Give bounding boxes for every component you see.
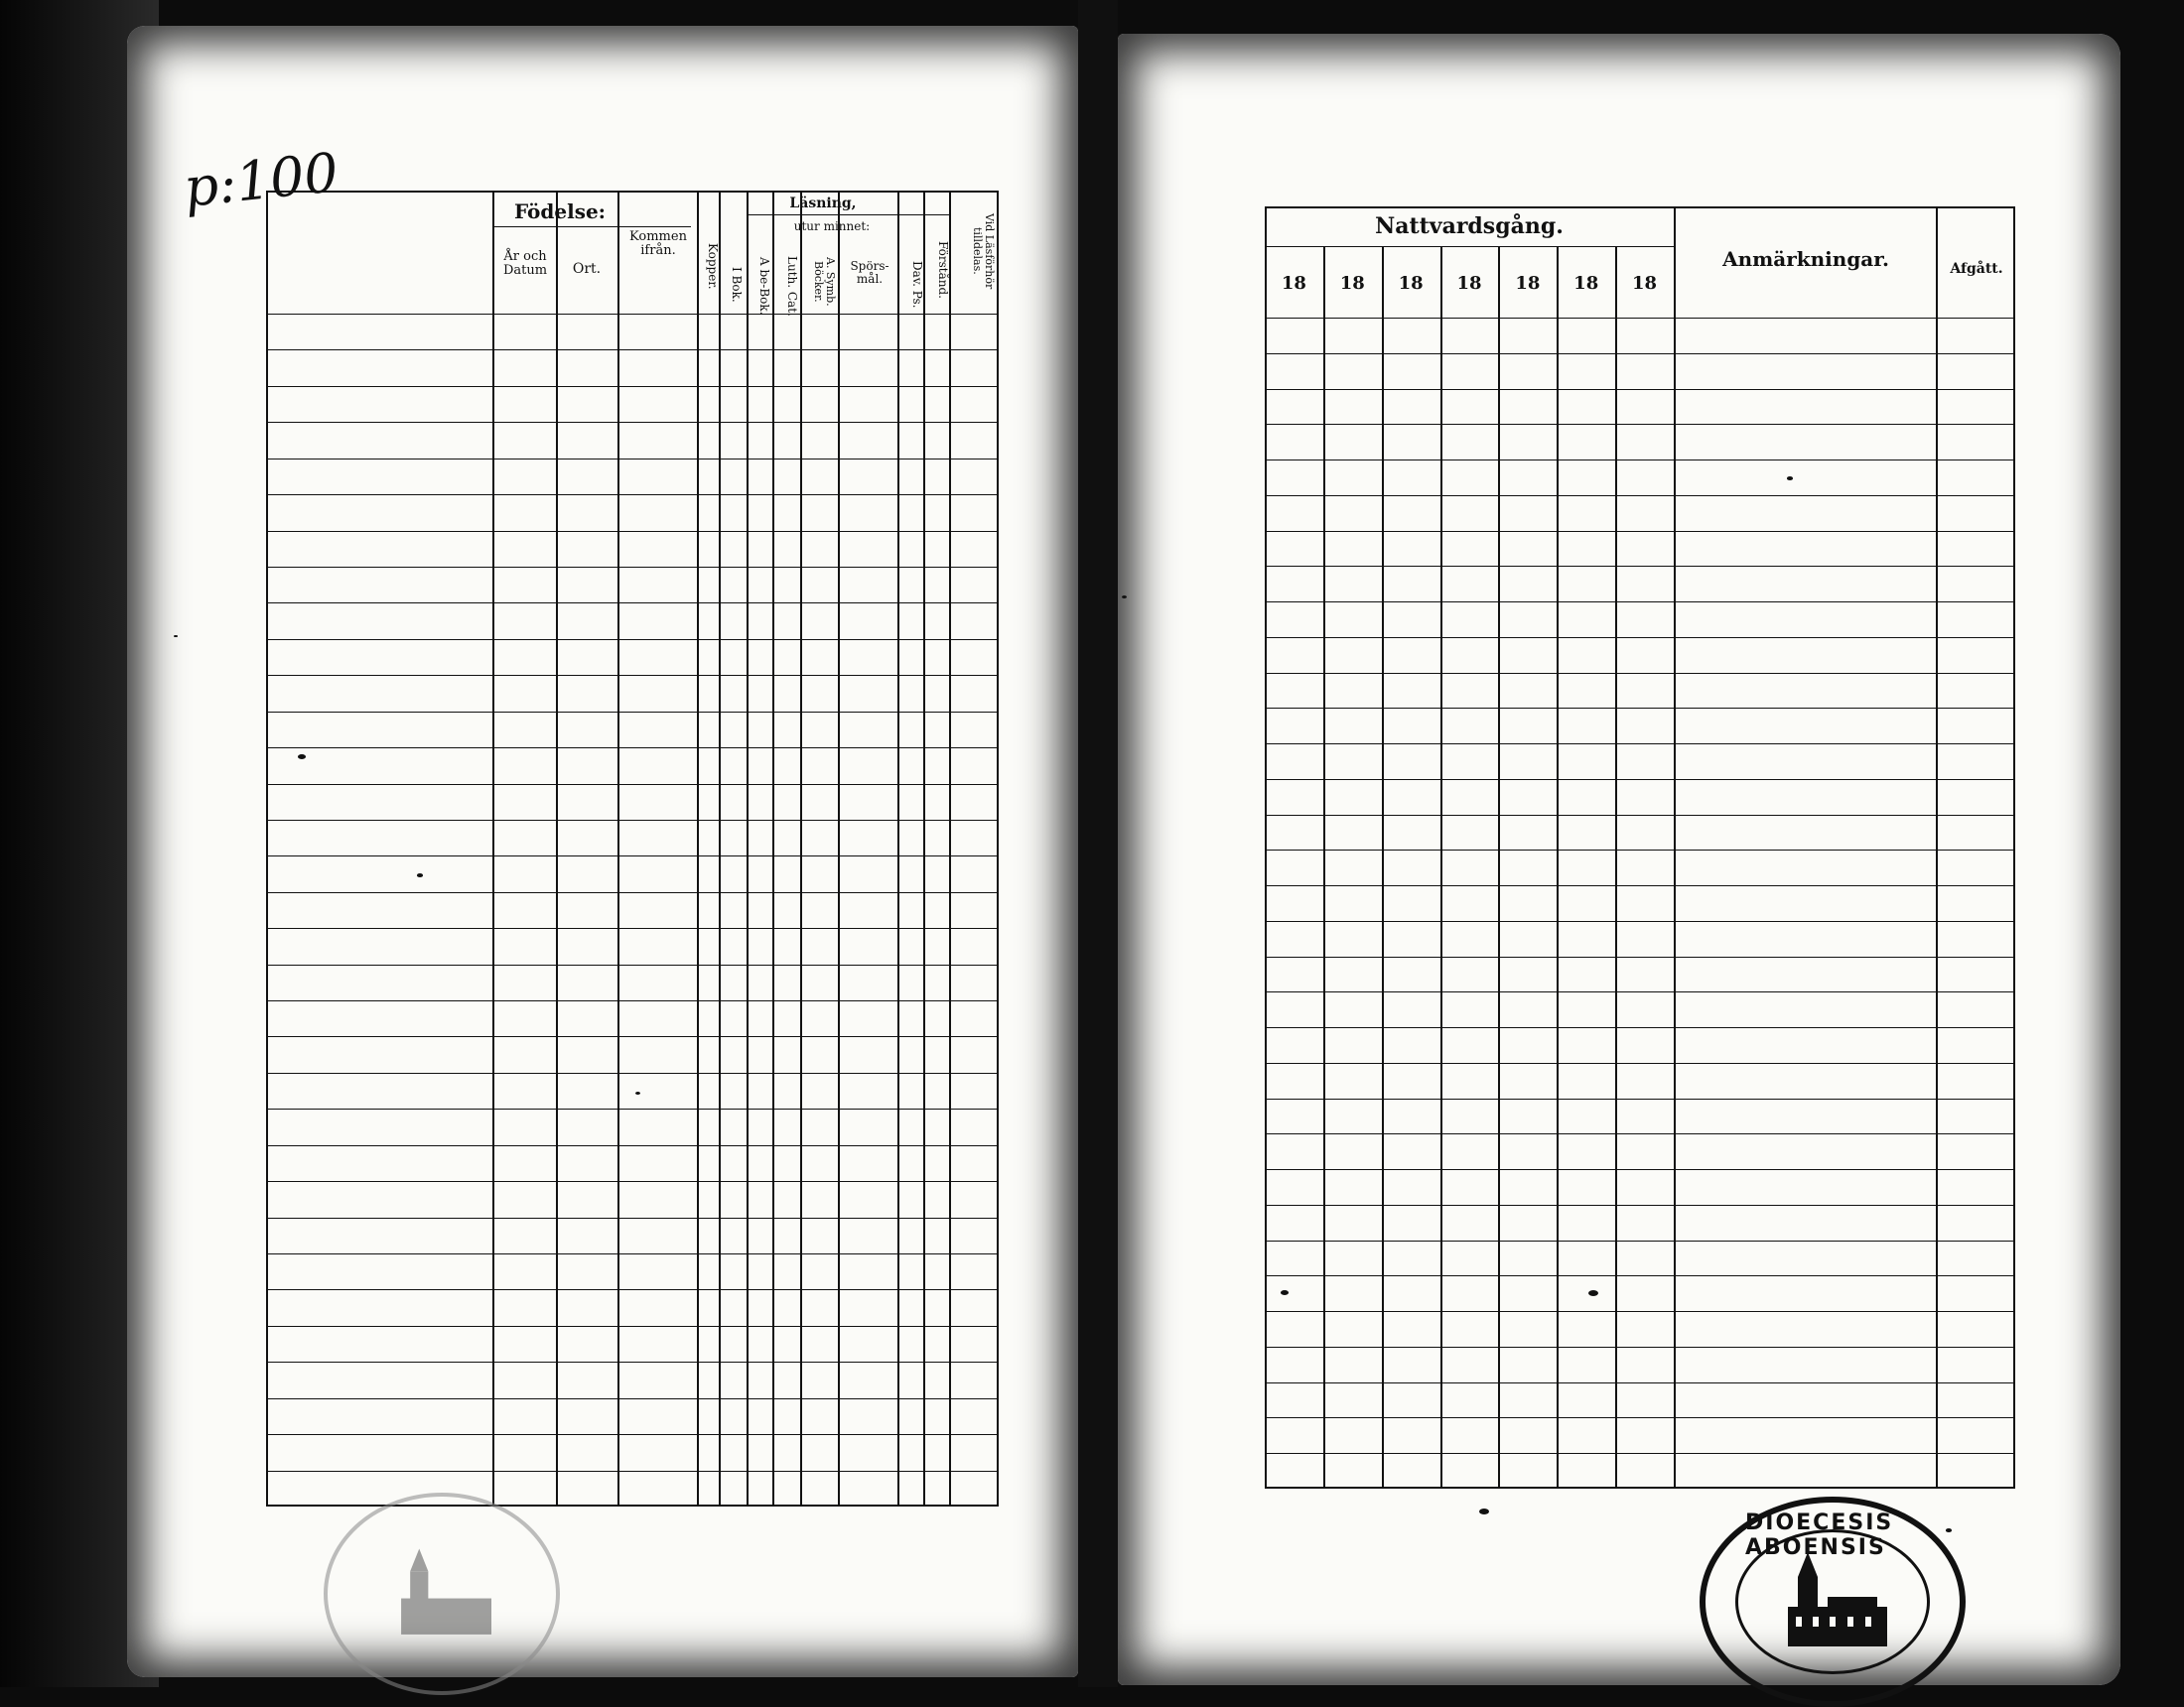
faded-stamp-left (324, 1493, 560, 1695)
right-row-line (1265, 991, 2015, 992)
header-ar-och-datum: År och Datum (502, 249, 548, 279)
left-row-line (266, 422, 999, 423)
left-row-line (266, 1218, 999, 1219)
right-row-line (1265, 1417, 2015, 1418)
right-row-line (1265, 1205, 2015, 1206)
right-row-line (1265, 566, 2015, 567)
left-row-line (266, 784, 999, 785)
scan-speck (417, 873, 423, 877)
left-row-line (266, 386, 999, 387)
right-row-line (1265, 495, 2015, 496)
right-row-line (1265, 1027, 2015, 1028)
handwritten-page-number: p:100 (181, 141, 341, 219)
left-row-line (266, 712, 999, 713)
right-row-line (1265, 531, 2015, 532)
left-column-divider (556, 191, 558, 1507)
left-row-line (266, 1036, 999, 1037)
left-row-line (266, 1326, 999, 1327)
right-column-divider (1936, 206, 1938, 1489)
right-row-line (1265, 708, 2015, 709)
left-column-divider (492, 191, 494, 1507)
left-row-line (266, 602, 999, 603)
stamp-text: DIOECESIS ABOENSIS (1745, 1510, 1894, 1560)
right-row-line (1265, 1311, 2015, 1312)
right-column-divider (1382, 246, 1384, 1489)
left-row-line (266, 928, 999, 929)
left-column-divider (923, 191, 925, 1507)
left-row-line (266, 531, 999, 532)
left-column-divider (838, 191, 840, 1507)
header-anmarkningar: Anmärkningar. (1722, 247, 1889, 271)
header-ort: Ort. (572, 261, 602, 277)
year-header-cell: 18 (1281, 273, 1306, 294)
right-row-line (1265, 1382, 2015, 1383)
right-row-line (1265, 1453, 2015, 1454)
left-row-line (266, 567, 999, 568)
left-row-line (266, 1362, 999, 1363)
left-column-divider (697, 191, 699, 1507)
right-column-divider (1615, 246, 1617, 1489)
left-row-line (266, 349, 999, 350)
left-row-line (266, 1398, 999, 1399)
header-symb-bocker: A. Symb. Böcker. (811, 257, 837, 307)
left-row-line (266, 1253, 999, 1254)
right-row-line (1265, 1133, 2015, 1134)
header-kopper: Kopper. (706, 242, 720, 290)
left-row-line (266, 1073, 999, 1074)
header-utur-minnet: utur minnet: (793, 219, 871, 233)
header-sporsmal: Spörs- mål. (850, 259, 889, 287)
book-gutter (1078, 0, 1118, 1687)
year-header-cell: 18 (1398, 273, 1424, 294)
left-row-line (266, 494, 999, 495)
right-row-line (1265, 424, 2015, 425)
left-row-line (266, 820, 999, 821)
scan-speck (1479, 1509, 1489, 1514)
left-row-line (266, 675, 999, 676)
header-subline (747, 214, 949, 215)
left-row-line (266, 855, 999, 856)
right-row-line (1265, 1347, 2015, 1348)
left-row-line (266, 892, 999, 893)
right-row-line (1265, 885, 2015, 886)
left-column-divider (800, 191, 802, 1507)
right-row-line (1265, 921, 2015, 922)
header-fodelse: Födelse: (513, 199, 607, 223)
header-nattvardsgang: Nattvardsgång. (1375, 213, 1564, 239)
right-row-line (1265, 815, 2015, 816)
left-row-line (266, 459, 999, 460)
left-column-divider (719, 191, 721, 1507)
scan-speck (1787, 476, 1793, 480)
left-row-line (266, 1109, 999, 1110)
right-row-line (1265, 779, 2015, 780)
left-column-divider (747, 191, 749, 1507)
right-row-line (1265, 1241, 2015, 1242)
right-row-line (1265, 1275, 2015, 1276)
faded-cathedral-icon (382, 1544, 501, 1643)
scan-speck (1122, 595, 1127, 598)
right-row-line (1265, 957, 2015, 958)
header-afgatt: Afgått. (1950, 261, 2003, 277)
header-subline (1265, 246, 1674, 247)
scan-speck (635, 1092, 640, 1095)
right-row-line (1265, 1063, 2015, 1064)
right-row-line (1265, 353, 2015, 354)
left-column-divider (617, 191, 619, 1507)
left-row-line (266, 1289, 999, 1290)
header-i-bok: I Bok. (730, 267, 744, 303)
right-row-line (1265, 673, 2015, 674)
right-column-divider (1557, 246, 1559, 1489)
left-row-line (266, 1145, 999, 1146)
year-header-cell: 18 (1515, 273, 1541, 294)
header-luth-cat: Luth. Cat. (785, 255, 799, 317)
year-header-cell: 18 (1339, 273, 1365, 294)
right-row-line (1265, 1099, 2015, 1100)
year-header-cell: 18 (1573, 273, 1599, 294)
right-column-divider (1674, 206, 1676, 1489)
left-register-table (266, 191, 999, 1507)
header-dav-ps: Dav. Ps. (910, 261, 924, 309)
scan-speck (1281, 1290, 1289, 1295)
header-kommen-ifran: Kommen ifrån. (629, 229, 687, 259)
header-forstand: Förstånd. (936, 241, 950, 299)
right-row-line (1265, 601, 2015, 602)
right-row-line (1265, 743, 2015, 744)
left-row-line (266, 639, 999, 640)
scan-speck (1588, 1290, 1598, 1296)
scan-speck (1946, 1528, 1952, 1532)
header-laesning: Läsning, (789, 196, 857, 211)
left-row-line (266, 1434, 999, 1435)
left-row-line (266, 1471, 999, 1472)
left-row-line (266, 747, 999, 748)
left-row-line (266, 314, 999, 315)
right-row-line (1265, 1169, 2015, 1170)
right-row-line (1265, 389, 2015, 390)
left-row-line (266, 1181, 999, 1182)
header-abc-bok: A be-Bok. (757, 256, 771, 316)
year-header-cell: 18 (1456, 273, 1482, 294)
right-column-divider (1498, 246, 1500, 1489)
right-register-table (1265, 206, 2015, 1489)
left-column-divider (949, 191, 951, 1507)
diocese-stamp (1700, 1497, 1966, 1707)
right-row-line (1265, 318, 2015, 319)
year-header-cell: 18 (1632, 273, 1658, 294)
left-table-frame (266, 191, 999, 1507)
header-vid-lasforhor: Vid Läsförhör tilldelas. (970, 212, 996, 290)
right-column-divider (1440, 246, 1442, 1489)
header-subline (492, 226, 691, 227)
left-column-divider (897, 191, 899, 1507)
right-table-frame (1265, 206, 2015, 1489)
scan-speck (298, 754, 306, 759)
left-row-line (266, 1000, 999, 1001)
right-row-line (1265, 637, 2015, 638)
left-column-divider (772, 191, 774, 1507)
cathedral-icon (1768, 1547, 1897, 1656)
left-row-line (266, 965, 999, 966)
right-column-divider (1323, 246, 1325, 1489)
right-row-line (1265, 850, 2015, 851)
